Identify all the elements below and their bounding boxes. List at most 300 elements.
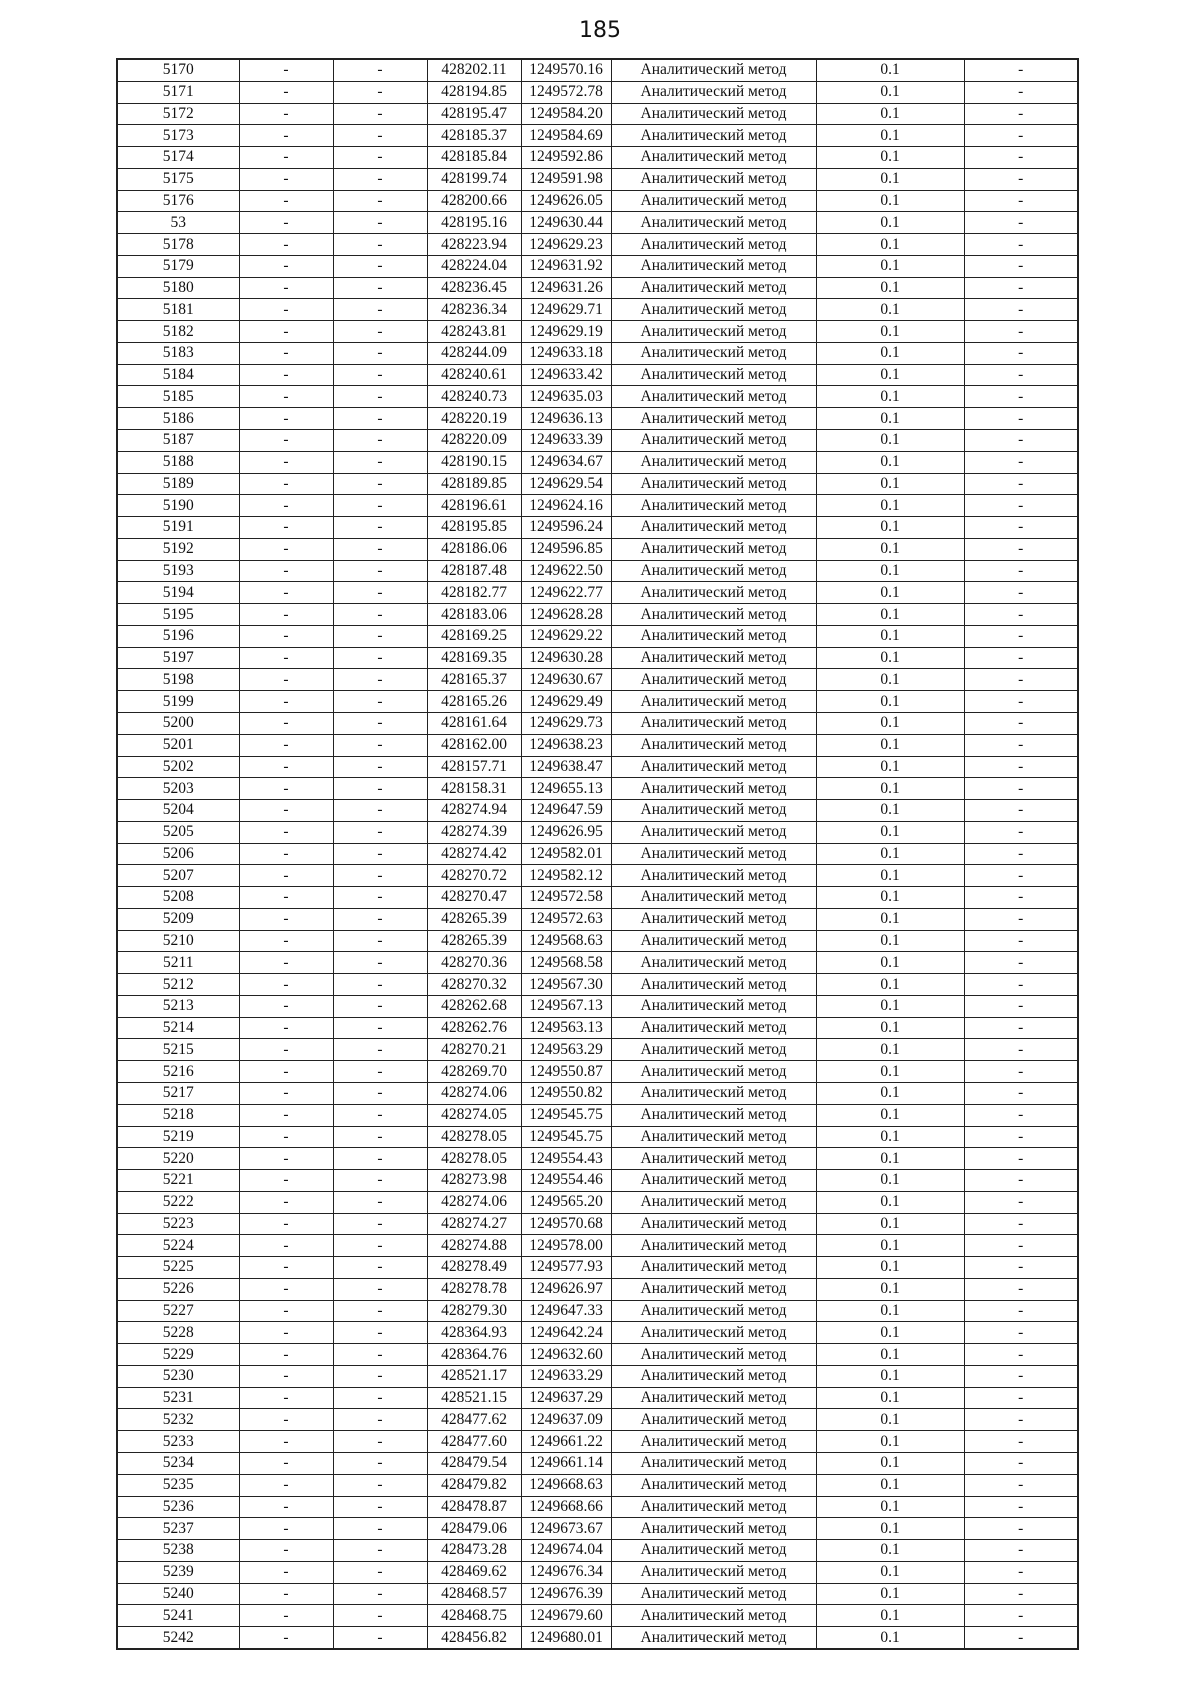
- method-cell: Аналитический метод: [611, 538, 816, 560]
- x-coord-cell: 428479.06: [427, 1518, 521, 1540]
- method-cell: Аналитический метод: [611, 1344, 816, 1366]
- description-cell: -: [964, 386, 1078, 408]
- x-old-cell: -: [239, 1213, 333, 1235]
- x-old-cell: -: [239, 430, 333, 452]
- x-old-cell: -: [239, 342, 333, 364]
- method-cell: Аналитический метод: [611, 1148, 816, 1170]
- y-old-cell: -: [333, 1017, 427, 1039]
- table-row: [117, 1170, 1078, 1192]
- x-old-cell: -: [239, 800, 333, 822]
- y-coord-cell: 1249633.29: [521, 1365, 611, 1387]
- accuracy-cell: 0.1: [816, 691, 964, 713]
- point-id-cell: 5231: [117, 1387, 239, 1409]
- y-coord-cell: 1249680.01: [521, 1627, 611, 1649]
- x-old-cell: -: [239, 81, 333, 103]
- accuracy-cell: 0.1: [816, 1496, 964, 1518]
- accuracy-cell: 0.1: [816, 430, 964, 452]
- x-coord-cell: 428262.76: [427, 1017, 521, 1039]
- method-cell: Аналитический метод: [611, 451, 816, 473]
- point-id-cell: 5234: [117, 1453, 239, 1475]
- x-old-cell: -: [239, 1344, 333, 1366]
- table-row: [117, 1496, 1078, 1518]
- y-old-cell: -: [333, 1322, 427, 1344]
- x-old-cell: -: [239, 386, 333, 408]
- description-cell: -: [964, 451, 1078, 473]
- y-old-cell: -: [333, 168, 427, 190]
- table-row: [117, 1627, 1078, 1649]
- description-cell: -: [964, 408, 1078, 430]
- description-cell: -: [964, 800, 1078, 822]
- description-cell: -: [964, 1039, 1078, 1061]
- accuracy-cell: 0.1: [816, 517, 964, 539]
- description-cell: -: [964, 1583, 1078, 1605]
- method-cell: Аналитический метод: [611, 386, 816, 408]
- point-id-cell: 5194: [117, 582, 239, 604]
- accuracy-cell: 0.1: [816, 1583, 964, 1605]
- y-coord-cell: 1249592.86: [521, 147, 611, 169]
- y-coord-cell: 1249626.05: [521, 190, 611, 212]
- point-id-cell: 5204: [117, 800, 239, 822]
- point-id-cell: 5184: [117, 364, 239, 386]
- x-old-cell: -: [239, 1474, 333, 1496]
- table-row: [117, 147, 1078, 169]
- method-cell: Аналитический метод: [611, 408, 816, 430]
- y-coord-cell: 1249642.24: [521, 1322, 611, 1344]
- x-old-cell: -: [239, 1104, 333, 1126]
- y-old-cell: -: [333, 865, 427, 887]
- x-coord-cell: 428468.75: [427, 1605, 521, 1627]
- x-old-cell: -: [239, 103, 333, 125]
- y-old-cell: -: [333, 1235, 427, 1257]
- x-coord-cell: 428270.72: [427, 865, 521, 887]
- x-coord-cell: 428187.48: [427, 560, 521, 582]
- y-old-cell: -: [333, 691, 427, 713]
- y-coord-cell: 1249629.23: [521, 234, 611, 256]
- point-id-cell: 5171: [117, 81, 239, 103]
- x-coord-cell: 428265.39: [427, 908, 521, 930]
- description-cell: -: [964, 1431, 1078, 1453]
- y-old-cell: -: [333, 1039, 427, 1061]
- description-cell: -: [964, 1061, 1078, 1083]
- y-old-cell: -: [333, 81, 427, 103]
- point-id-cell: 5210: [117, 930, 239, 952]
- point-id-cell: 5176: [117, 190, 239, 212]
- x-coord-cell: 428274.06: [427, 1191, 521, 1213]
- x-old-cell: -: [239, 1148, 333, 1170]
- point-id-cell: 5226: [117, 1278, 239, 1300]
- method-cell: Аналитический метод: [611, 517, 816, 539]
- x-coord-cell: 428273.98: [427, 1170, 521, 1192]
- description-cell: -: [964, 647, 1078, 669]
- description-cell: -: [964, 212, 1078, 234]
- point-id-cell: 5230: [117, 1365, 239, 1387]
- method-cell: Аналитический метод: [611, 1257, 816, 1279]
- x-old-cell: -: [239, 1518, 333, 1540]
- x-coord-cell: 428186.06: [427, 538, 521, 560]
- x-old-cell: -: [239, 1431, 333, 1453]
- method-cell: Аналитический метод: [611, 1082, 816, 1104]
- x-coord-cell: 428162.00: [427, 734, 521, 756]
- x-old-cell: -: [239, 408, 333, 430]
- y-old-cell: -: [333, 604, 427, 626]
- y-old-cell: -: [333, 1561, 427, 1583]
- point-id-cell: 5179: [117, 255, 239, 277]
- x-coord-cell: 428195.16: [427, 212, 521, 234]
- table-row: [117, 277, 1078, 299]
- method-cell: Аналитический метод: [611, 930, 816, 952]
- point-id-cell: 5188: [117, 451, 239, 473]
- point-id-cell: 5216: [117, 1061, 239, 1083]
- table-row: [117, 125, 1078, 147]
- description-cell: -: [964, 952, 1078, 974]
- point-id-cell: 5236: [117, 1496, 239, 1518]
- description-cell: -: [964, 582, 1078, 604]
- accuracy-cell: 0.1: [816, 1213, 964, 1235]
- description-cell: -: [964, 364, 1078, 386]
- table-row: [117, 1191, 1078, 1213]
- description-cell: -: [964, 1170, 1078, 1192]
- accuracy-cell: 0.1: [816, 1257, 964, 1279]
- y-coord-cell: 1249631.26: [521, 277, 611, 299]
- y-old-cell: -: [333, 1540, 427, 1562]
- x-old-cell: -: [239, 364, 333, 386]
- x-old-cell: -: [239, 517, 333, 539]
- point-id-cell: 5195: [117, 604, 239, 626]
- accuracy-cell: 0.1: [816, 756, 964, 778]
- table-row: [117, 843, 1078, 865]
- method-cell: Аналитический метод: [611, 212, 816, 234]
- y-coord-cell: 1249629.19: [521, 321, 611, 343]
- method-cell: Аналитический метод: [611, 1017, 816, 1039]
- accuracy-cell: 0.1: [816, 364, 964, 386]
- x-coord-cell: 428165.26: [427, 691, 521, 713]
- point-id-cell: 5219: [117, 1126, 239, 1148]
- y-old-cell: -: [333, 517, 427, 539]
- x-old-cell: -: [239, 712, 333, 734]
- table-row: [117, 952, 1078, 974]
- y-coord-cell: 1249635.03: [521, 386, 611, 408]
- point-id-cell: 5202: [117, 756, 239, 778]
- description-cell: -: [964, 821, 1078, 843]
- y-old-cell: -: [333, 103, 427, 125]
- y-old-cell: -: [333, 495, 427, 517]
- description-cell: -: [964, 734, 1078, 756]
- accuracy-cell: 0.1: [816, 669, 964, 691]
- y-coord-cell: 1249661.22: [521, 1431, 611, 1453]
- point-id-cell: 5238: [117, 1540, 239, 1562]
- table-row: [117, 1431, 1078, 1453]
- description-cell: -: [964, 538, 1078, 560]
- description-cell: -: [964, 1409, 1078, 1431]
- point-id-cell: 5198: [117, 669, 239, 691]
- x-coord-cell: 428279.30: [427, 1300, 521, 1322]
- x-coord-cell: 428185.84: [427, 147, 521, 169]
- point-id-cell: 5214: [117, 1017, 239, 1039]
- x-old-cell: -: [239, 669, 333, 691]
- x-old-cell: -: [239, 843, 333, 865]
- y-old-cell: -: [333, 1627, 427, 1649]
- table-row: [117, 930, 1078, 952]
- table-row: [117, 103, 1078, 125]
- y-old-cell: -: [333, 364, 427, 386]
- description-cell: -: [964, 1344, 1078, 1366]
- y-coord-cell: 1249638.47: [521, 756, 611, 778]
- y-old-cell: -: [333, 299, 427, 321]
- description-cell: -: [964, 1148, 1078, 1170]
- x-coord-cell: 428199.74: [427, 168, 521, 190]
- x-coord-cell: 428478.87: [427, 1496, 521, 1518]
- y-old-cell: -: [333, 255, 427, 277]
- table-row: [117, 1278, 1078, 1300]
- x-coord-cell: 428240.61: [427, 364, 521, 386]
- x-old-cell: -: [239, 1017, 333, 1039]
- accuracy-cell: 0.1: [816, 995, 964, 1017]
- y-coord-cell: 1249582.12: [521, 865, 611, 887]
- table-row: [117, 1148, 1078, 1170]
- table-row: [117, 59, 1078, 81]
- point-id-cell: 5229: [117, 1344, 239, 1366]
- table-row: [117, 1409, 1078, 1431]
- table-row: [117, 1344, 1078, 1366]
- x-old-cell: -: [239, 473, 333, 495]
- x-old-cell: -: [239, 908, 333, 930]
- method-cell: Аналитический метод: [611, 1605, 816, 1627]
- y-coord-cell: 1249655.13: [521, 778, 611, 800]
- y-old-cell: -: [333, 1409, 427, 1431]
- x-coord-cell: 428220.19: [427, 408, 521, 430]
- point-id-cell: 5233: [117, 1431, 239, 1453]
- table-row: [117, 908, 1078, 930]
- accuracy-cell: 0.1: [816, 1082, 964, 1104]
- table-row: [117, 168, 1078, 190]
- table-row: [117, 1017, 1078, 1039]
- point-id-cell: 5172: [117, 103, 239, 125]
- point-id-cell: 5197: [117, 647, 239, 669]
- point-id-cell: 5174: [117, 147, 239, 169]
- description-cell: -: [964, 495, 1078, 517]
- x-old-cell: -: [239, 1561, 333, 1583]
- table-row: [117, 582, 1078, 604]
- accuracy-cell: 0.1: [816, 1540, 964, 1562]
- y-old-cell: -: [333, 1496, 427, 1518]
- table-row: [117, 1235, 1078, 1257]
- method-cell: Аналитический метод: [611, 756, 816, 778]
- table-row: [117, 625, 1078, 647]
- description-cell: -: [964, 473, 1078, 495]
- table-row: [117, 212, 1078, 234]
- table-row: [117, 1540, 1078, 1562]
- y-old-cell: -: [333, 147, 427, 169]
- x-coord-cell: 428270.32: [427, 974, 521, 996]
- y-old-cell: -: [333, 1257, 427, 1279]
- description-cell: -: [964, 930, 1078, 952]
- description-cell: -: [964, 1540, 1078, 1562]
- y-coord-cell: 1249679.60: [521, 1605, 611, 1627]
- y-coord-cell: 1249637.09: [521, 1409, 611, 1431]
- x-old-cell: -: [239, 147, 333, 169]
- accuracy-cell: 0.1: [816, 843, 964, 865]
- description-cell: -: [964, 1082, 1078, 1104]
- y-old-cell: -: [333, 1126, 427, 1148]
- table-row: [117, 1474, 1078, 1496]
- description-cell: -: [964, 430, 1078, 452]
- method-cell: Аналитический метод: [611, 691, 816, 713]
- accuracy-cell: 0.1: [816, 1453, 964, 1475]
- x-old-cell: -: [239, 1082, 333, 1104]
- table-row: [117, 299, 1078, 321]
- method-cell: Аналитический метод: [611, 1170, 816, 1192]
- x-old-cell: -: [239, 212, 333, 234]
- x-old-cell: -: [239, 234, 333, 256]
- table-row: [117, 234, 1078, 256]
- y-coord-cell: 1249636.13: [521, 408, 611, 430]
- description-cell: -: [964, 1561, 1078, 1583]
- table-row: [117, 321, 1078, 343]
- x-old-cell: -: [239, 1387, 333, 1409]
- x-old-cell: -: [239, 647, 333, 669]
- y-coord-cell: 1249577.93: [521, 1257, 611, 1279]
- point-id-cell: 5182: [117, 321, 239, 343]
- x-old-cell: -: [239, 1300, 333, 1322]
- accuracy-cell: 0.1: [816, 1387, 964, 1409]
- point-id-cell: 5220: [117, 1148, 239, 1170]
- description-cell: -: [964, 517, 1078, 539]
- accuracy-cell: 0.1: [816, 734, 964, 756]
- table-row: [117, 1257, 1078, 1279]
- x-old-cell: -: [239, 1540, 333, 1562]
- table-row: [117, 691, 1078, 713]
- accuracy-cell: 0.1: [816, 1017, 964, 1039]
- y-old-cell: -: [333, 1148, 427, 1170]
- point-id-cell: 5235: [117, 1474, 239, 1496]
- table-row: [117, 778, 1078, 800]
- accuracy-cell: 0.1: [816, 1278, 964, 1300]
- y-coord-cell: 1249554.46: [521, 1170, 611, 1192]
- y-coord-cell: 1249545.75: [521, 1104, 611, 1126]
- description-cell: -: [964, 321, 1078, 343]
- description-cell: -: [964, 778, 1078, 800]
- x-coord-cell: 428521.15: [427, 1387, 521, 1409]
- y-old-cell: -: [333, 125, 427, 147]
- description-cell: -: [964, 103, 1078, 125]
- point-id-cell: 5205: [117, 821, 239, 843]
- method-cell: Аналитический метод: [611, 974, 816, 996]
- x-coord-cell: 428265.39: [427, 930, 521, 952]
- accuracy-cell: 0.1: [816, 342, 964, 364]
- description-cell: -: [964, 1474, 1078, 1496]
- description-cell: -: [964, 277, 1078, 299]
- method-cell: Аналитический метод: [611, 1126, 816, 1148]
- y-old-cell: -: [333, 234, 427, 256]
- y-old-cell: -: [333, 59, 427, 81]
- description-cell: -: [964, 1300, 1078, 1322]
- y-coord-cell: 1249637.29: [521, 1387, 611, 1409]
- method-cell: Аналитический метод: [611, 277, 816, 299]
- accuracy-cell: 0.1: [816, 1061, 964, 1083]
- point-id-cell: 5199: [117, 691, 239, 713]
- table-row: [117, 734, 1078, 756]
- table-row: [117, 995, 1078, 1017]
- method-cell: Аналитический метод: [611, 582, 816, 604]
- method-cell: Аналитический метод: [611, 495, 816, 517]
- x-coord-cell: 428278.05: [427, 1126, 521, 1148]
- method-cell: Аналитический метод: [611, 625, 816, 647]
- y-coord-cell: 1249563.29: [521, 1039, 611, 1061]
- table-row: [117, 408, 1078, 430]
- y-coord-cell: 1249584.20: [521, 103, 611, 125]
- y-old-cell: -: [333, 843, 427, 865]
- accuracy-cell: 0.1: [816, 125, 964, 147]
- y-old-cell: -: [333, 1518, 427, 1540]
- x-coord-cell: 428473.28: [427, 1540, 521, 1562]
- accuracy-cell: 0.1: [816, 81, 964, 103]
- y-coord-cell: 1249628.28: [521, 604, 611, 626]
- x-old-cell: -: [239, 887, 333, 909]
- y-old-cell: -: [333, 277, 427, 299]
- table-row: [117, 1039, 1078, 1061]
- method-cell: Аналитический метод: [611, 995, 816, 1017]
- x-old-cell: -: [239, 168, 333, 190]
- y-coord-cell: 1249563.13: [521, 1017, 611, 1039]
- x-coord-cell: 428240.73: [427, 386, 521, 408]
- y-coord-cell: 1249630.67: [521, 669, 611, 691]
- point-id-cell: 5193: [117, 560, 239, 582]
- y-coord-cell: 1249629.49: [521, 691, 611, 713]
- description-cell: -: [964, 147, 1078, 169]
- point-id-cell: 5190: [117, 495, 239, 517]
- accuracy-cell: 0.1: [816, 800, 964, 822]
- point-id-cell: 5175: [117, 168, 239, 190]
- x-old-cell: -: [239, 1365, 333, 1387]
- y-old-cell: -: [333, 430, 427, 452]
- y-coord-cell: 1249572.58: [521, 887, 611, 909]
- x-coord-cell: 428269.70: [427, 1061, 521, 1083]
- x-coord-cell: 428243.81: [427, 321, 521, 343]
- x-old-cell: -: [239, 538, 333, 560]
- table-row: [117, 190, 1078, 212]
- x-old-cell: -: [239, 299, 333, 321]
- x-coord-cell: 428274.39: [427, 821, 521, 843]
- description-cell: -: [964, 756, 1078, 778]
- description-cell: -: [964, 1387, 1078, 1409]
- table-row: [117, 473, 1078, 495]
- y-old-cell: -: [333, 734, 427, 756]
- x-coord-cell: 428194.85: [427, 81, 521, 103]
- y-old-cell: -: [333, 1082, 427, 1104]
- description-cell: -: [964, 1191, 1078, 1213]
- point-id-cell: 5221: [117, 1170, 239, 1192]
- accuracy-cell: 0.1: [816, 299, 964, 321]
- point-id-cell: 5185: [117, 386, 239, 408]
- point-id-cell: 5232: [117, 1409, 239, 1431]
- description-cell: -: [964, 1278, 1078, 1300]
- description-cell: -: [964, 299, 1078, 321]
- description-cell: -: [964, 125, 1078, 147]
- x-old-cell: -: [239, 691, 333, 713]
- y-coord-cell: 1249629.71: [521, 299, 611, 321]
- y-old-cell: -: [333, 1431, 427, 1453]
- method-cell: Аналитический метод: [611, 1627, 816, 1649]
- y-old-cell: -: [333, 669, 427, 691]
- accuracy-cell: 0.1: [816, 647, 964, 669]
- accuracy-cell: 0.1: [816, 1170, 964, 1192]
- x-old-cell: -: [239, 1191, 333, 1213]
- point-id-cell: 5192: [117, 538, 239, 560]
- point-id-cell: 5224: [117, 1235, 239, 1257]
- point-id-cell: 5170: [117, 59, 239, 81]
- accuracy-cell: 0.1: [816, 1104, 964, 1126]
- table-row: [117, 1082, 1078, 1104]
